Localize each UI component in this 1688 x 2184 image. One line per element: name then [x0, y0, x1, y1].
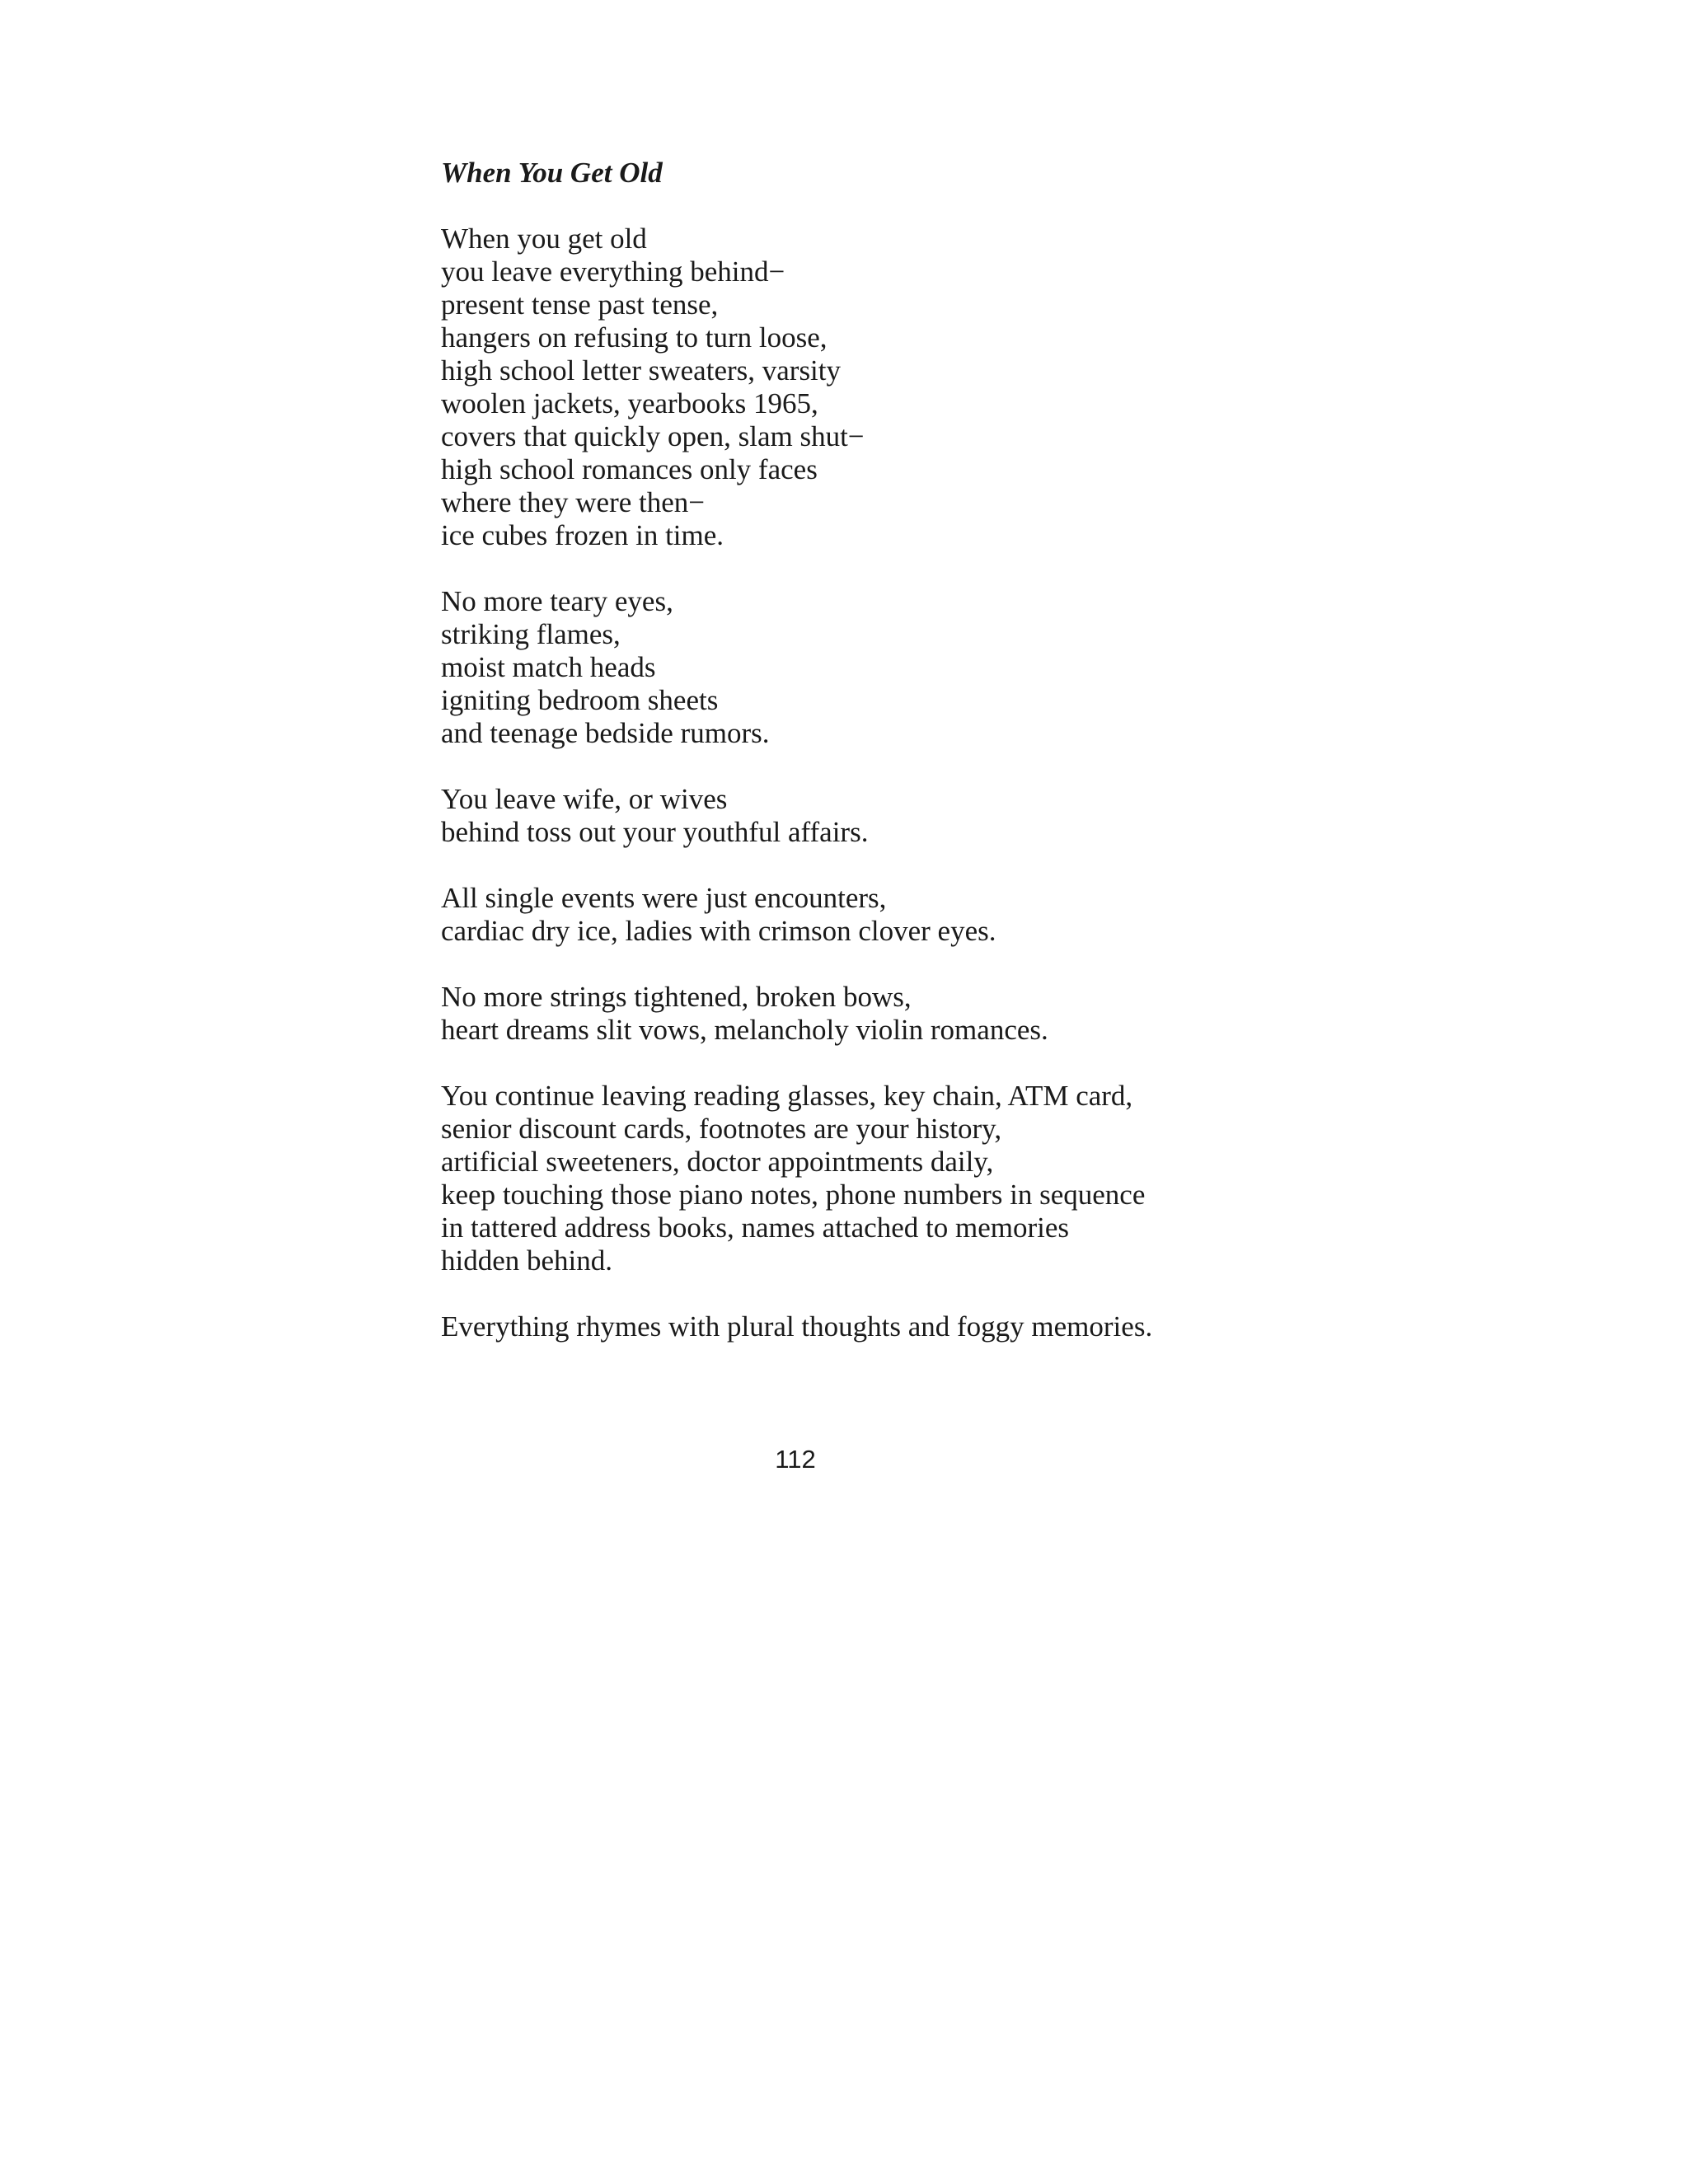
stanza-2 [441, 585, 1265, 750]
poem-line: When you get old [441, 223, 647, 255]
stanza-7 [441, 1310, 1265, 1343]
poem-line: hidden behind. [441, 1244, 613, 1277]
poem-line: where they were then− [441, 486, 706, 518]
stanza-3 [441, 783, 1265, 849]
poem-line: artificial sweeteners, doctor appointments daily, [441, 1146, 994, 1178]
poem-line: heart dreams slit vows, melancholy violin romances. [441, 1014, 1048, 1046]
poem-line: You continue leaving reading glasses, key chain, ATM card, [441, 1080, 1133, 1112]
poem-line: No more teary eyes, [441, 585, 673, 617]
poem-line: igniting bedroom sheets [441, 684, 719, 716]
stanza-5 [441, 981, 1265, 1047]
poem-line: No more strings tightened, broken bows, [441, 981, 912, 1013]
poem-line: covers that quickly open, slam shut− [441, 420, 865, 452]
poem-line: cardiac dry ice, ladies with crimson clover eyes. [441, 915, 996, 947]
poem-line: you leave everything behind− [441, 255, 785, 288]
stanza-1 [441, 223, 1265, 552]
poem-line: striking flames, [441, 618, 621, 650]
poem-line: moist match heads [441, 651, 656, 683]
poem-line: You leave wife, or wives [441, 783, 728, 815]
poem-line: in tattered address books, names attached to memories [441, 1212, 1069, 1244]
page-number: 112 [775, 1445, 816, 1474]
poem-line: All single events were just encounters, [441, 882, 887, 914]
poem-line: high school romances only faces [441, 453, 818, 485]
poem-line: Everything rhymes with plural thoughts and foggy memories. [441, 1310, 1153, 1343]
poem-line: present tense past tense, [441, 288, 719, 321]
poem-title: When You Get Old [441, 157, 663, 189]
poem-line: high school letter sweaters, varsity [441, 354, 842, 387]
poem-line: keep touching those piano notes, phone numbers in sequence [441, 1179, 1146, 1211]
poem-line: behind toss out your youthful affairs. [441, 816, 869, 848]
poem-line: hangers on refusing to turn loose, [441, 321, 828, 354]
poem-line: senior discount cards, footnotes are your history, [441, 1113, 1002, 1145]
poem-line: ice cubes frozen in time. [441, 519, 724, 551]
poem-line: woolen jackets, yearbooks 1965, [441, 387, 818, 419]
stanza-6 [441, 1080, 1265, 1277]
poem [441, 157, 1265, 1376]
stanza-4 [441, 882, 1265, 948]
poem-line: and teenage bedside rumors. [441, 717, 770, 749]
